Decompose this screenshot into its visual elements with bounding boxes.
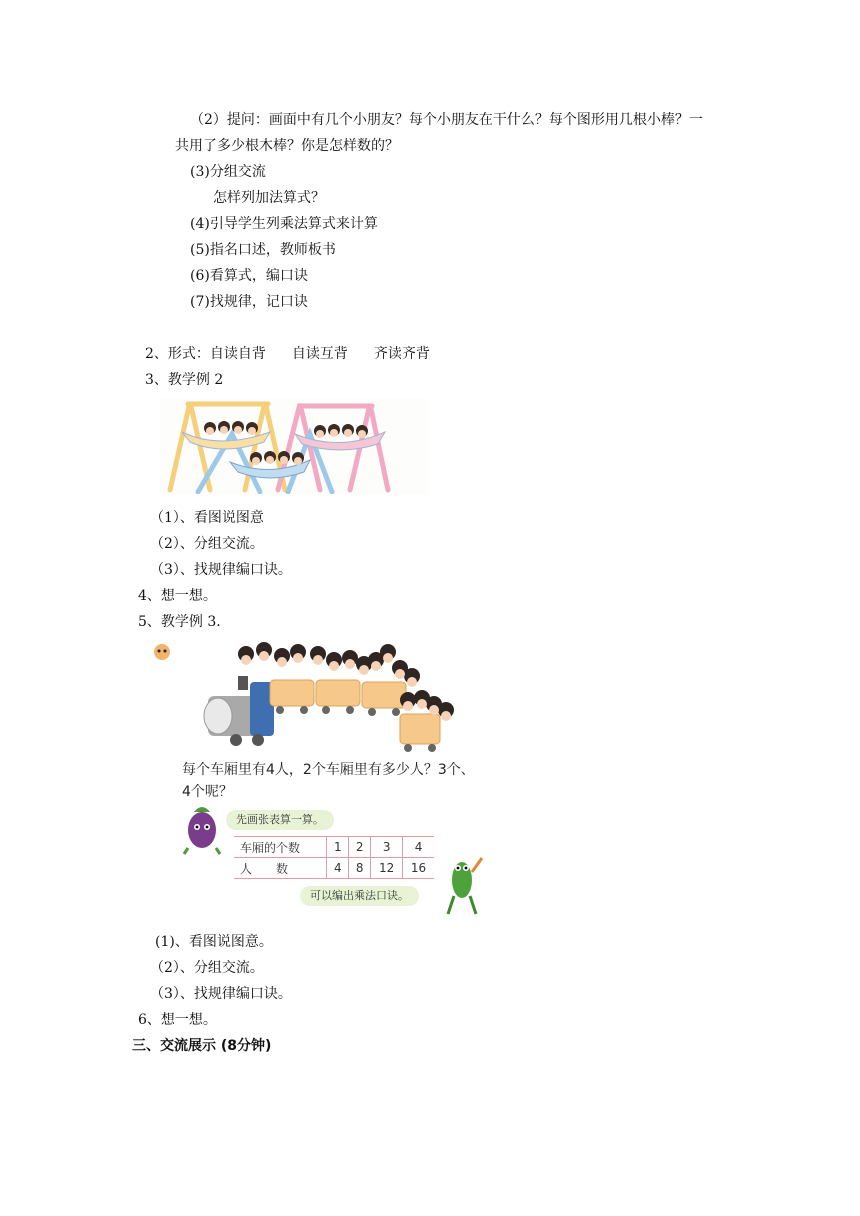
example-3-step-2: （2）、分组交流。 <box>150 960 264 976</box>
table-cell: 1 <box>327 837 349 858</box>
table-row-label: 人 数 <box>234 858 327 879</box>
small-mascot-icon <box>154 644 170 660</box>
example-3-heading: 5、教学例 3. <box>138 614 221 630</box>
table-row-label: 车厢的个数 <box>234 837 327 858</box>
form-label: 2、形式：自读自背 <box>145 346 266 362</box>
step-5: (5)指名口述，教师板书 <box>190 242 336 258</box>
step-7: (7)找规律，记口诀 <box>190 294 308 310</box>
section-3-heading: 三、交流展示 (8分钟) <box>132 1038 272 1054</box>
eggplant-character-icon <box>180 800 226 856</box>
example-3-step-3: （3）、找规律编口诀。 <box>150 986 292 1002</box>
table-cell: 2 <box>349 837 371 858</box>
step-3: (3)分组交流 <box>190 164 266 180</box>
swing-boats-illustration <box>160 398 428 494</box>
think-6: 6、想一想。 <box>138 1012 217 1028</box>
example-2-heading: 3、教学例 2 <box>145 372 224 388</box>
example-2-step-3: （3）、找规律编口诀。 <box>150 562 292 578</box>
think-4: 4、想一想。 <box>138 588 217 604</box>
table-cell: 16 <box>403 858 434 879</box>
example-3-step-1: (1)、看图说图意。 <box>155 934 273 950</box>
step-4: (4)引导学生列乘法算式来计算 <box>190 216 378 232</box>
table-row <box>234 837 434 858</box>
table-cell: 12 <box>371 858 403 879</box>
example-2-step-1: （1）、看图说图意 <box>150 510 264 526</box>
step-6: (6)看算式，编口诀 <box>190 268 308 284</box>
example-3-question-line-1: 每个车厢里有4人，2个车厢里有多少人？3个、 <box>182 762 475 778</box>
table-cell: 4 <box>327 858 349 879</box>
table-cell: 8 <box>349 858 371 879</box>
grasshopper-character-icon <box>440 854 486 916</box>
step-3-sub: 怎样列加法算式？ <box>213 190 325 206</box>
form-line <box>145 344 430 364</box>
train-example-figure <box>150 640 490 920</box>
form-option-c: 齐读齐背 <box>373 346 430 362</box>
table-row <box>234 858 434 879</box>
example-2-step-2: （2）、分组交流。 <box>150 536 264 552</box>
question-2-line-1: （2）提问：画面中有几个小朋友？每个小朋友在干什么？每个图形用几根小棒？一 <box>190 112 703 128</box>
table-cell: 3 <box>371 837 403 858</box>
speech-bubble-top: 先画张表算一算。 <box>226 810 334 830</box>
locomotive <box>204 676 274 746</box>
train-illustration <box>150 640 490 760</box>
carriages <box>270 680 440 744</box>
carriage-count-table <box>234 836 434 879</box>
example-3-question-line-2: 4个呢？ <box>182 784 233 800</box>
speech-bubble-bottom: 可以编出乘法口诀。 <box>300 886 419 906</box>
table-cell: 4 <box>403 837 434 858</box>
form-option-b: 自读互背 <box>291 346 348 362</box>
question-2-line-2: 共用了多少根木棒？你是怎样数的？ <box>175 138 399 154</box>
